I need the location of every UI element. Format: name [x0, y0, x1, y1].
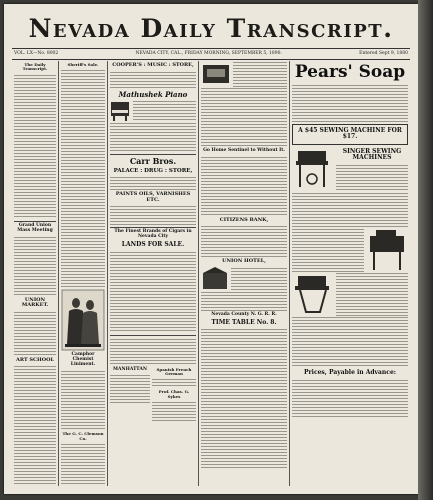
col2-text-block-3 — [61, 443, 105, 486]
col1-text-block — [14, 74, 56, 219]
col4-heading-5: TIME TABLE No. 8. — [211, 318, 277, 326]
col3-heading-7: LANDS FOR SALE. — [121, 240, 185, 248]
col3-heading-4: PALACE : DRUG : STORE, — [113, 167, 193, 174]
typewriter-illustration-icon — [201, 61, 231, 87]
col2-heading-3: The G. C. Clemson Co. — [62, 431, 104, 441]
newspaper-page — [4, 4, 418, 494]
page-edge-shadow — [418, 0, 433, 500]
piano-icon — [110, 100, 130, 122]
col1-text-block-3 — [14, 311, 56, 356]
col1-heading-2: Grand Union Mass Meeting — [17, 222, 53, 233]
col4-heading-1: Go Home Sentinel to Without It. — [203, 148, 285, 153]
col2-heading-1: Sheriff's Sale. — [67, 62, 99, 67]
col3-text-block-2 — [110, 122, 196, 152]
col4-heading-2: CITIZENS BANK, — [219, 216, 269, 223]
col3-heading-6: The Finest Brands of Cigars in Nevada City — [114, 229, 192, 239]
col3-heading-2: Mathushek Piano — [118, 89, 188, 99]
col3-heading-8: MANHATTAN — [113, 366, 147, 372]
col3-piano-ad — [110, 100, 196, 122]
col2-heading-2: Camphor Chemist Liniment. — [70, 352, 96, 368]
sewing-machine-treadle-icon — [292, 272, 334, 316]
col3-heading-1: COOPER'S : MUSIC : STORE, — [112, 62, 194, 68]
dateline-entered: Entered Sept 9, 1880 — [359, 51, 408, 56]
col3-bottom-ads — [110, 366, 196, 422]
col1-text-block-4 — [14, 365, 56, 486]
col5-heading-4: Prices, Payable in Advance: — [304, 369, 396, 377]
column-4 — [199, 61, 290, 486]
column-5 — [290, 61, 410, 486]
column-1 — [12, 61, 59, 486]
col4-heading-3: UNION HOTEL, — [222, 258, 266, 265]
col2-text-block — [61, 69, 105, 289]
col5-heading-1: Pears' Soap — [294, 62, 406, 82]
col1-heading-4: ART SCHOOL — [16, 356, 54, 363]
sewing-machine-icon — [292, 147, 334, 191]
col3-heading-3: Carr Bros. — [129, 156, 177, 167]
col1-heading-3: UNION MARKET. — [21, 296, 49, 309]
col4-heading-4: Nevada County N. G. R. R. — [211, 311, 277, 317]
dateline-date: NEVADA CITY, CAL., FRIDAY MORNING, SEPTEMBER 5, 1890. — [135, 51, 282, 56]
col5-heading-3: SINGER SEWING MACHINES — [342, 147, 402, 162]
col2-illustration — [61, 289, 105, 351]
sewing-machine-cabinet-icon — [366, 228, 408, 272]
figures-engraving-icon — [61, 289, 105, 351]
col3-heading-5: PAINTS OILS, VARNISHES ETC. — [115, 191, 191, 203]
dateline — [12, 48, 410, 60]
col3-text-block-1 — [110, 71, 196, 89]
col2-text-block-2 — [61, 370, 105, 430]
column-2 — [59, 61, 108, 486]
dateline-volume: VOL. LX—No. 8002 — [14, 51, 59, 56]
col3-heading-9: Spanish French German — [156, 366, 192, 376]
masthead-title: Nevada Daily Transcript. — [28, 14, 394, 43]
hotel-illustration-icon — [201, 267, 229, 291]
column-3 — [108, 61, 199, 486]
col3-text-block-3 — [110, 251, 196, 333]
col1-heading-1: The Daily Transcript. — [22, 62, 48, 72]
col3-heading-10: Prof. Chas. G. Sykes — [158, 389, 190, 399]
col5-heading-2: A $45 SEWING MACHINE FOR $17. — [298, 126, 402, 141]
col1-text-block-2 — [14, 236, 56, 296]
columns — [12, 61, 410, 486]
